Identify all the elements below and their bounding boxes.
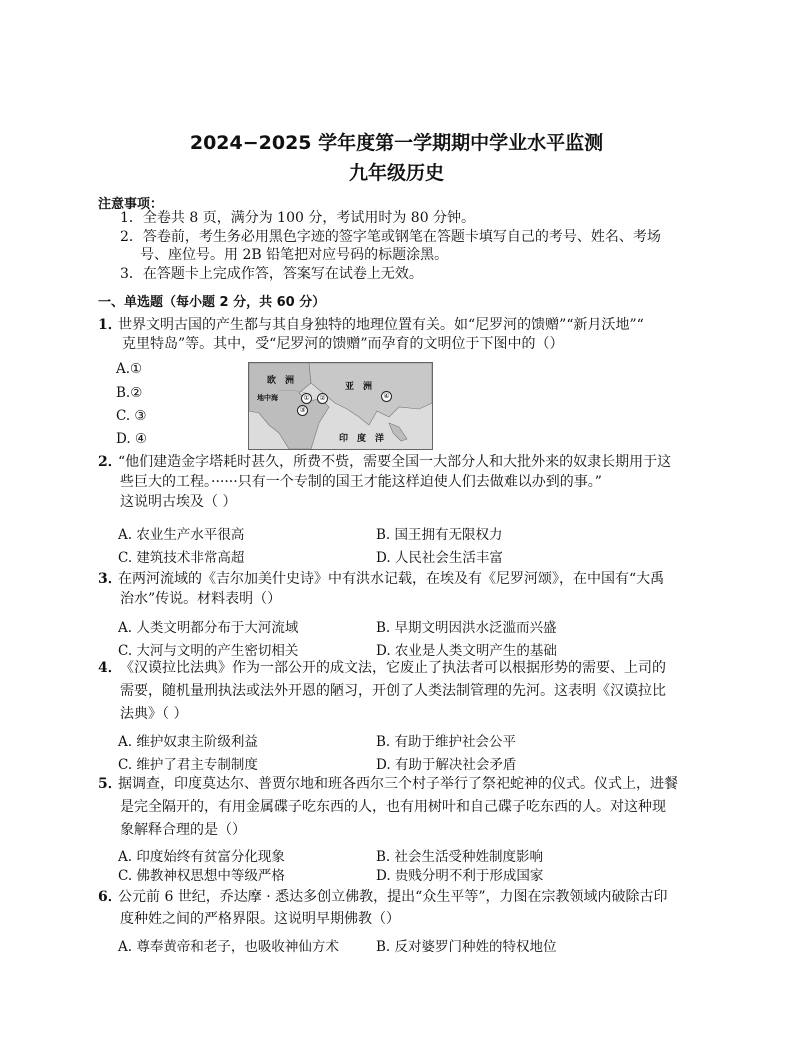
map-label-asia: 亚 洲 — [345, 382, 373, 392]
option-c[interactable]: C. 大河与文明的产生密切相关 — [118, 643, 299, 659]
question-text: 这说明古埃及（ ） — [120, 494, 237, 510]
option-a[interactable]: A. 尊奉黄帝和老子，也吸收神仙方术 — [118, 939, 339, 955]
question-number: 3． — [98, 571, 122, 587]
question-text: 象解释合理的是（） — [120, 822, 246, 838]
map-label-indian-ocean: 印 度 洋 — [339, 434, 385, 444]
option-b[interactable]: B. 反对婆罗门种姓的特权地位 — [376, 939, 557, 955]
option-b[interactable]: B. 社会生活受种姓制度影响 — [376, 849, 544, 865]
option-c[interactable]: C. ③ — [116, 408, 147, 424]
question-number: 4． — [98, 660, 122, 676]
option-c[interactable]: C. 佛教神权思想中等级严格 — [118, 868, 285, 884]
question-text: 《汉谟拉比法典》作为一部公开的成文法，它废止了执法者可以根据形势的需要、上司的 — [120, 660, 666, 676]
option-b[interactable]: B.② — [116, 385, 143, 401]
option-d[interactable]: D. 农业是人类文明产生的基础 — [376, 643, 557, 659]
question-text: 克里特岛”等。其中，受“尼罗河的馈赠”而孕育的文明位于下图中的（） — [122, 336, 564, 352]
question-text: 公元前 6 世纪，乔达摩 · 悉达多创立佛教，提出“众生平等”，力图在宗教领域内破除古印 — [118, 889, 668, 905]
question-text: 些巨大的工程。······只有一个专制的国王才能这样迫使人们去做难以办到的事。” — [120, 474, 602, 490]
question-text: 需要，随机量刑执法或法外开恩的陋习，开创了人类法制管理的先河。这表明《汉谟拉比 — [120, 683, 666, 699]
map-label-mediterranean: 地中海 — [257, 394, 278, 402]
option-a[interactable]: A. 印度始终有贫富分化现象 — [118, 849, 285, 865]
map-label-europe: 欧 洲 — [267, 376, 295, 386]
exam-subtitle: 九年级历史 — [348, 162, 444, 184]
note-item: 号、座位号。用 2B 铅笔把对应号码的标题涂黑。 — [140, 247, 449, 263]
question-number: 6． — [98, 889, 122, 905]
option-d[interactable]: D. 贵贱分明不利于形成国家 — [376, 868, 544, 884]
map-marker-2: ② — [317, 393, 328, 404]
question-number: 1． — [98, 317, 122, 333]
option-d[interactable]: D. 有助于解决社会矛盾 — [376, 757, 517, 773]
question-number: 2． — [98, 454, 122, 470]
map-marker-3: ③ — [297, 405, 308, 416]
question-text: 是完全隔开的，有用金属碟子吃东西的人，也有用树叶和自己碟子吃东西的人。对这种现 — [120, 799, 666, 815]
section-heading: 一、单选题（每小题 2 分，共 60 分） — [98, 295, 326, 310]
option-d[interactable]: D. 人民社会生活丰富 — [376, 550, 503, 566]
question-text: 世界文明古国的产生都与其自身独特的地理位置有关。如“尼罗河的馈赠”“新月沃地”“ — [118, 317, 644, 333]
option-a[interactable]: A.① — [116, 361, 143, 377]
question-number: 5． — [98, 776, 122, 792]
exam-title: 2024−2025 学年度第一学期期中学业水平监测 — [189, 132, 604, 154]
map-marker-1: ① — [301, 393, 312, 404]
question-text: 据调查，印度莫达尔、普贾尔地和班各西尔三个村子举行了祭祀蛇神的仪式。仪式上，进餐 — [118, 776, 678, 792]
note-item: 1．全卷共 8 页，满分为 100 分，考试用时为 80 分钟。 — [120, 210, 476, 226]
option-c[interactable]: C. 维护了君主专制制度 — [118, 757, 258, 773]
option-d[interactable]: D. ④ — [116, 431, 148, 447]
option-c[interactable]: C. 建筑技术非常高超 — [118, 550, 245, 566]
question-text: 在两河流域的《吉尔加美什史诗》中有洪水记载，在埃及有《尼罗河颂》，在中国有“大禹 — [118, 571, 665, 587]
option-a[interactable]: A. 农业生产水平很高 — [118, 527, 245, 543]
option-a[interactable]: A. 维护奴隶主阶级利益 — [118, 734, 258, 750]
question-text: “他们建造金字塔耗时甚久，所费不赀，需要全国一大部分人和大批外来的奴隶长期用于这 — [118, 454, 672, 470]
note-item: 3．在答题卡上完成作答，答案写在试卷上无效。 — [120, 266, 423, 282]
world-map-image — [248, 362, 433, 450]
option-b[interactable]: B. 有助于维护社会公平 — [376, 734, 517, 750]
option-b[interactable]: B. 国王拥有无限权力 — [376, 527, 503, 543]
question-text: 治水”传说。材料表明（） — [120, 591, 282, 607]
notes-heading: 注意事项： — [98, 197, 164, 212]
map-marker-4: ④ — [381, 391, 392, 402]
question-text: 法典》（ ） — [120, 706, 188, 722]
option-a[interactable]: A. 人类文明都分布于大河流域 — [118, 620, 299, 636]
note-item: 2．答卷前，考生务必用黑色字迹的签字笔或钢笔在答题卡填写自己的考号、姓名、考场 — [120, 229, 661, 245]
question-text: 度种姓之间的严格界限。这说明早期佛教（） — [120, 911, 400, 927]
option-b[interactable]: B. 早期文明因洪水泛滥而兴盛 — [376, 620, 557, 636]
